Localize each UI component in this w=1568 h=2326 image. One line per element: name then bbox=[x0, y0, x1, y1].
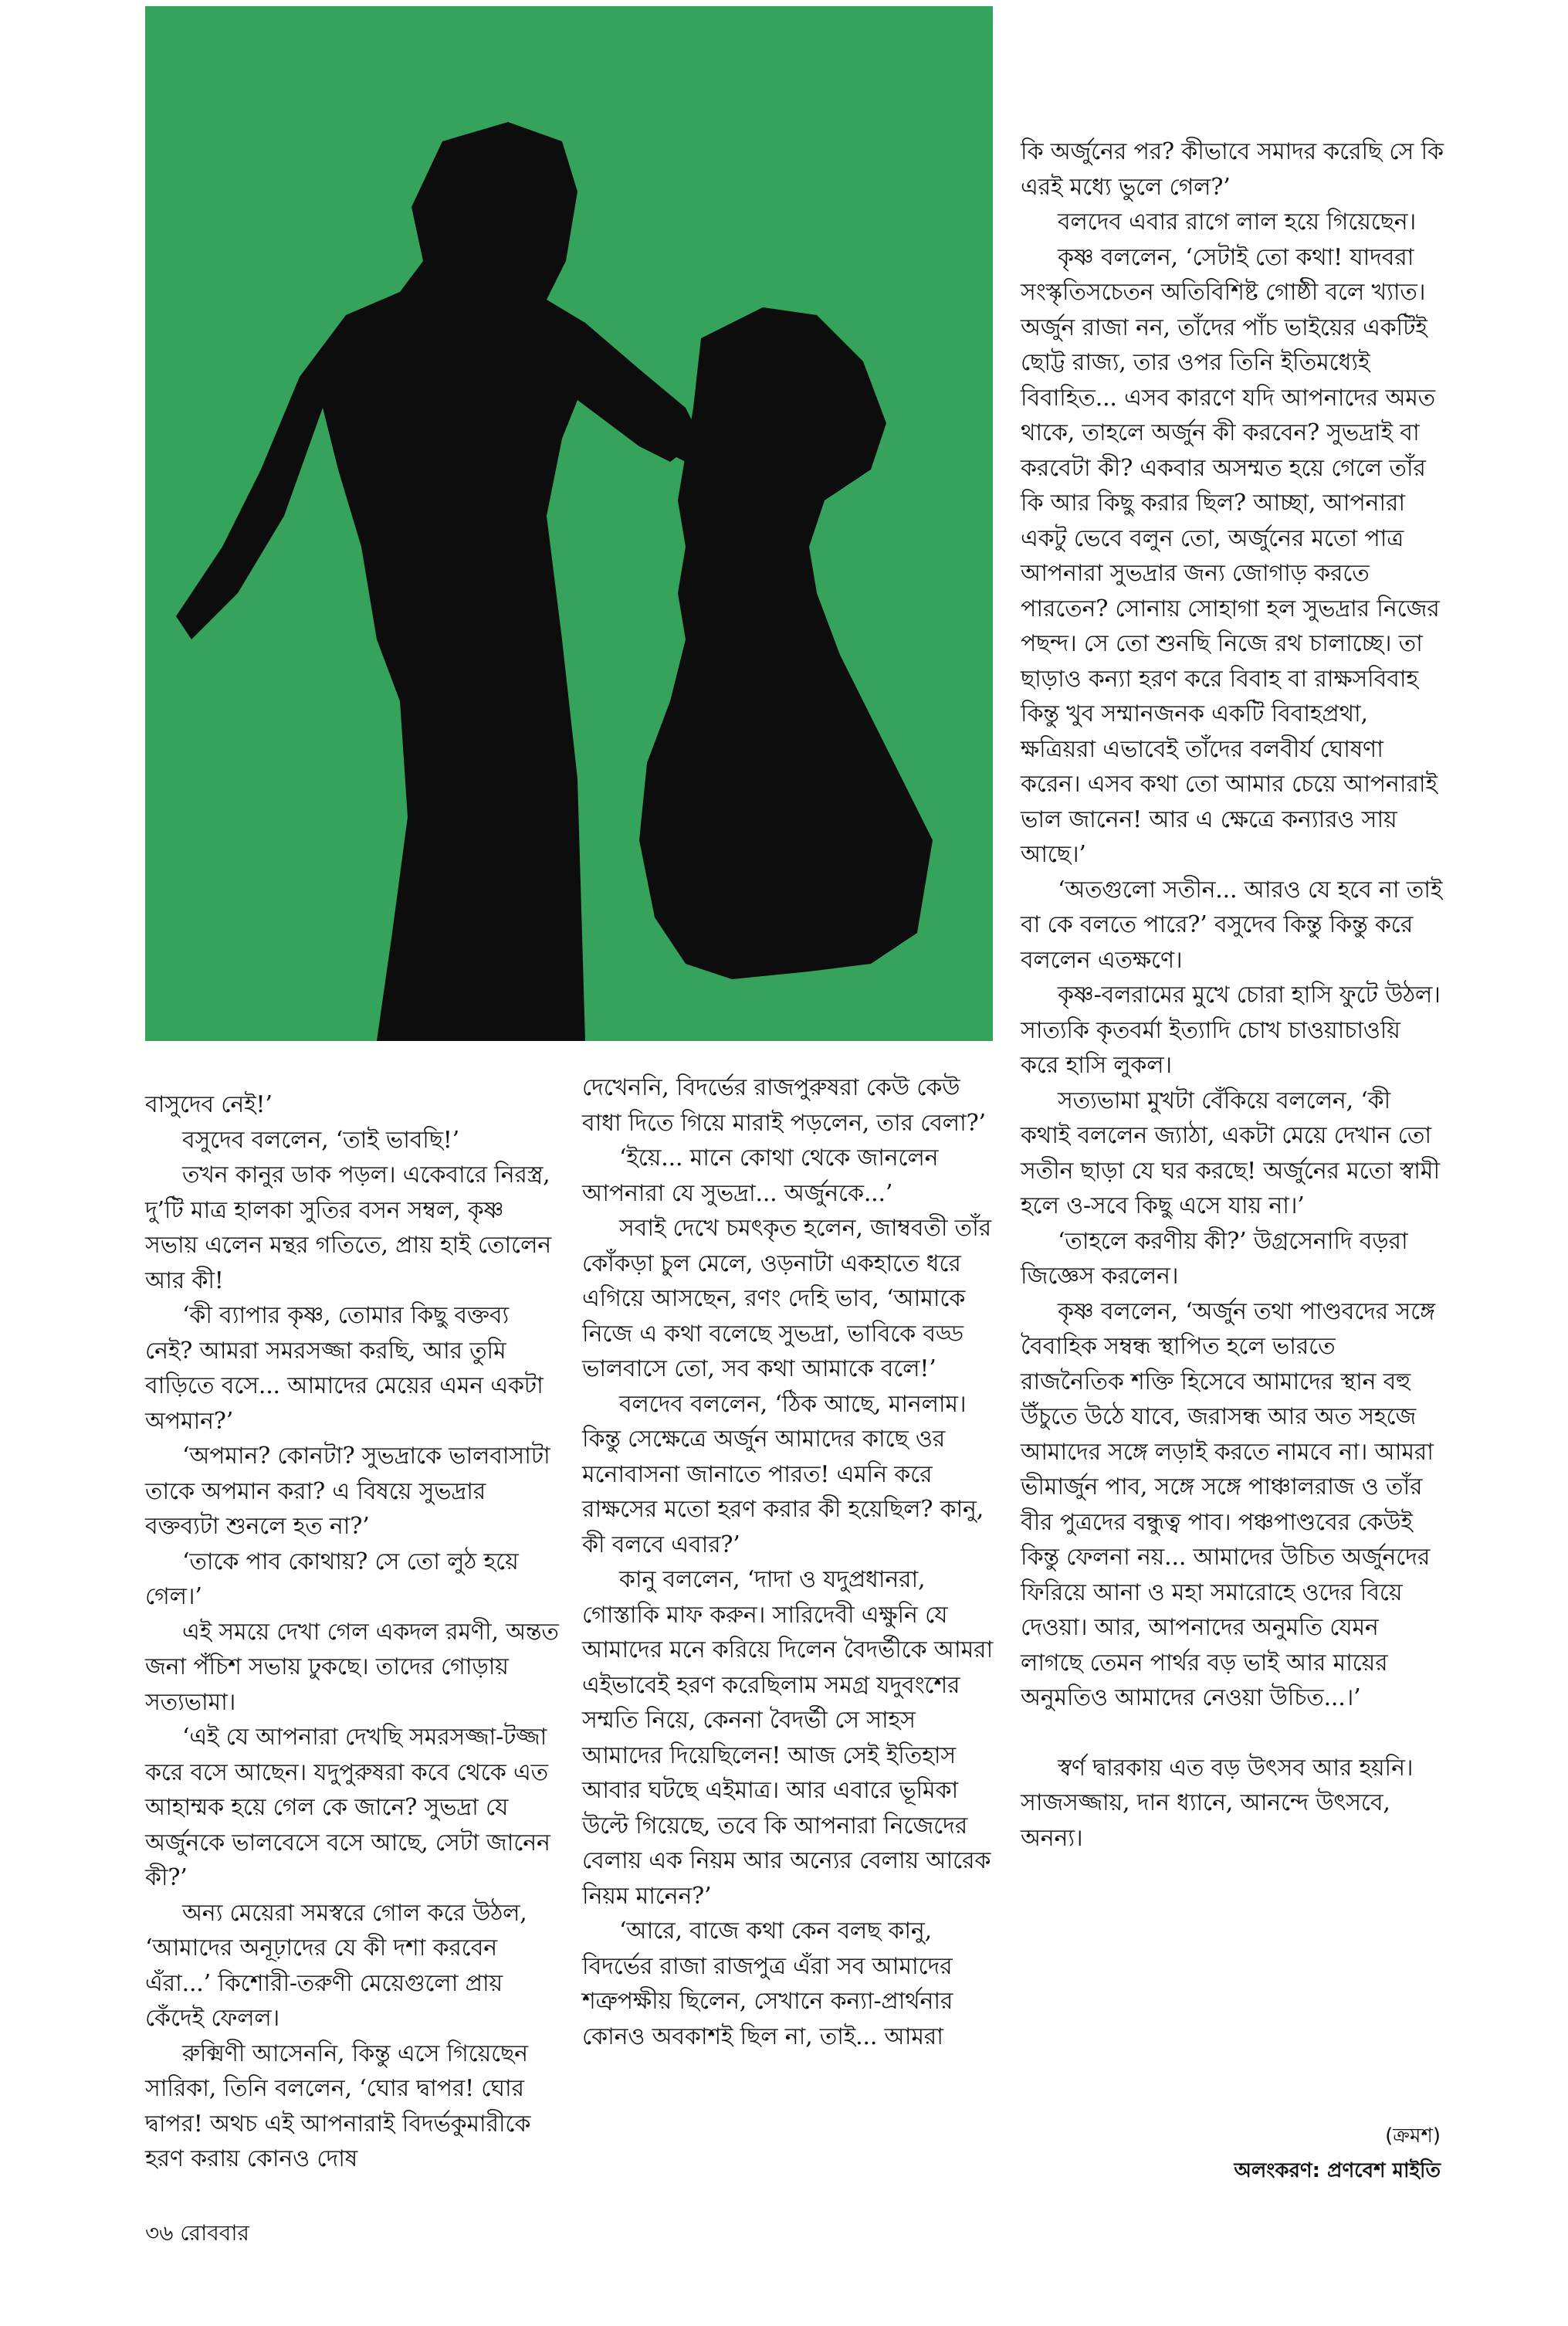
to-be-continued: (ক্রমশ) bbox=[1385, 2124, 1441, 2148]
paragraph: ‘অপমান? কোনটা? সুভদ্রাকে ভালবাসাটা তাকে অপমান করা? এ বিষয়ে সুভদ্রার বক্তব্যটা শুনলে হত না?’ bbox=[145, 1443, 550, 1540]
paragraph: কি অর্জুনের পর? কীভাবে সমাদর করেছি সে কি এরই মধ্যে ভুলে গেল?’ bbox=[1021, 138, 1444, 201]
paragraph: বলদেব এবার রাগে লাল হয়ে গিয়েছেন। bbox=[1058, 209, 1417, 236]
illustration-credit: অলংকরণ: প্রণবেশ মাইতি bbox=[1234, 2159, 1441, 2182]
paragraph: ‘তাহলে করণীয় কী?’ উগ্রসেনাদি বড়রা জিজ্ঞেস করলেন। bbox=[1021, 1227, 1408, 1290]
paragraph: কৃষ্ণ বললেন, ‘সেটাই তো কথা! যাদবরা সংস্কৃতিসচেতন অতিবিশিষ্ট গোষ্ঠী বলে খ্যাত। অর্জুন রাজা নন, তাঁদের পাঁচ ভাইয়ের একটিই ছোট্ট রাজ্য, তার ওপর তিনি ইতিমধ্যেই বিবাহিত... এসব কারণে যদি আপনাদের অমত থাকে, তাহলে অর্জুন কী করবেন? সুভদ্রাই বা করবেটা কী? একবার অসম্মত হয়ে গেলে তাঁর কি আর কিছু করার ছিল? আচ্ছা, আপনারা একটু ভেবে বলুন তো, অর্জুনের মতো পাত্র আপনারা সুভদ্রার জন্য জোগাড় করতে পারতেন? সোনায় সোহাগা হল সুভদ্রার নিজের পছন্দ। সে তো শুনছি নিজে রথ চালাচ্ছে। তা ছাড়াও কন্যা হরণ করে বিবাহ বা রাক্ষসবিবাহ কিন্তু খুব সম্মানজনক একটি বিবাহপ্রথা, ক্ষত্রিয়রা এভাবেই তাঁদের বলবীর্য ঘোষণা করেন। এসব কথা তো আমার চেয়ে আপনারাই ভাল জানেন! আর এ ক্ষেত্রে কন্যারও সায় আছে।’ bbox=[1021, 243, 1440, 868]
paragraph: ‘ইয়ে... মানে কোথা থেকে জানলেন আপনারা যে সুভদ্রা... অর্জুনকে...’ bbox=[582, 1144, 939, 1207]
paragraph: বাসুদেব নেই!’ bbox=[145, 1091, 273, 1118]
paragraph: স্বর্ণ দ্বারকায় এত বড় উৎসব আর হয়নি। সাজসজ্জায়, দান ধ্যানে, আনন্দে উৎসবে, অনন্য। bbox=[1021, 1754, 1414, 1852]
paper-cutout-silhouette-illustration bbox=[145, 6, 993, 1041]
paragraph: কৃষ্ণ বললেন, ‘অর্জুন তথা পাণ্ডবদের সঙ্গে বৈবাহিক সম্বন্ধ স্থাপিত হলে ভারতে রাজনৈতিক শক্তি হিসেবে আমাদের স্থান বহু উঁচুতে উঠে যাবে, জরাসন্ধ আর অত সহজে আমাদের সঙ্গে লড়াই করতে নামবে না। আমরা ভীমার্জুন পাব, সঙ্গে সঙ্গে পাঞ্চালরাজ ও তাঁর বীর পুত্রদের বন্ধুত্ব পাব। পঞ্চপাণ্ডবের কেউই কিন্তু ফেলনা নয়... আমাদের উচিত অর্জুনদের ফিরিয়ে আনা ও মহা সমারোহে ওদের বিয়ে দেওয়া। আর, আপনাদের অনুমতি যেমন লাগছে তেমন পার্থর বড় ভাই আর মায়ের অনুমতিও আমাদের নেওয়া উচিত...।’ bbox=[1021, 1297, 1435, 1711]
paragraph: রুক্মিণী আসেননি, কিন্তু এসে গিয়েছেন সারিকা, তিনি বললেন, ‘ঘোর দ্বাপর! ঘোর দ্বাপর! অথচ এই আপনারাই বিদর্ভকুমারীকে হরণ করায় কোনও দোষ bbox=[145, 2039, 531, 2172]
paragraph: বসুদেব বললেন, ‘তাই ভাবছি!’ bbox=[182, 1126, 459, 1154]
page-footer: ৩৬ রোববার bbox=[145, 2220, 249, 2246]
text-column-right bbox=[1021, 134, 1444, 1856]
paragraph: ‘আরে, বাজে কথা কেন বলছ কানু, বিদর্ভের রাজা রাজপুত্র এঁরা সব আমাদের শত্রুপক্ষীয় ছিলেন, সেখানে কন্যা-প্রার্থনার কোনও অবকাশই ছিল না, তাই... আমরা bbox=[582, 1917, 953, 2050]
text-column-middle bbox=[582, 1070, 999, 2054]
paragraph: বলদেব বললেন, ‘ঠিক আছে, মানলাম। কিন্তু সেক্ষেত্রে অর্জুন আমাদের কাছে ওর মনোবাসনা জানাতে পারত! এমনি করে রাক্ষসের মতো হরণ করার কী হয়েছিল? কানু, কী বলবে এবার?’ bbox=[582, 1390, 984, 1558]
paragraph: তখন কানুর ডাক পড়ল। একেবারে নিরস্ত্র, দু’টি মাত্র হালকা সুতির বসন সম্বল, কৃষ্ণ সভায় এলেন মন্থর গতিতে, প্রায় হাই তোলেন আর কী! bbox=[145, 1161, 551, 1294]
paragraph: সবাই দেখে চমৎকৃত হলেন, জাম্ববতী তাঁর কোঁকড়া চুল মেলে, ওড়নাটা একহাতে ধরে এগিয়ে আসছেন, রণং দেহি ভাব, ‘আমাকে নিজে এ কথা বলেছে সুভদ্রা, ভাবিকে বড্ড ভালবাসে তো, সব কথা আমাকে বলে!’ bbox=[582, 1215, 991, 1382]
paragraph: ‘এই যে আপনারা দেখছি সমরসজ্জা-টজ্জা করে বসে আছেন। যদুপুরুষরা কবে থেকে এত আহাম্মক হয়ে গেল কে জানে? সুভদ্রা যে অর্জুনকে ভালবেসে বসে আছে, সেটা জানেন কী?’ bbox=[145, 1724, 550, 1891]
paragraph: অন্য মেয়েরা সমস্বরে গোল করে উঠল, ‘আমাদের অনূঢ়াদের যে কী দশা করবেন এঁরা...’ কিশোরী-তরুণী মেয়েগুলো প্রায় কেঁদেই ফেলল। bbox=[145, 1899, 527, 2032]
paragraph: কৃষ্ণ-বলরামের মুখে চোরা হাসি ফুটে উঠল। সাত্যকি কৃতবর্মা ইত্যাদি চোখ চাওয়াচাওয়ি করে হাসি লুকল। bbox=[1021, 982, 1441, 1079]
paragraph: কানু বললেন, ‘দাদা ও যদুপ্রধানরা, গোস্তাকি মাফ করুন। সারিদেবী এক্ষুনি যে আমাদের মনে করিয়ে দিলেন বৈদর্ভীকে আমরা এইভাবেই হরণ করেছিলাম সমগ্র যদুবংশের সম্মতি নিয়ে, কেননা বৈদর্ভী সে সাহস আমাদের দিয়েছিলেন! আজ সেই ইতিহাস আবার ঘটছে এইমাত্র। আর এবারে ভূমিকা উল্টে গিয়েছে, তবে কি আপনারা নিজেদের বেলায় এক নিয়ম আর অন্যের বেলায় আরেক নিয়ম মানেন?’ bbox=[582, 1566, 994, 1910]
paragraph: ‘অতগুলো সতীন... আরও যে হবে না তাই বা কে বলতে পারে?’ বসুদেব কিন্তু কিন্তু করে বললেন এতক্ষণে। bbox=[1021, 876, 1443, 974]
paragraph: ‘কী ব্যাপার কৃষ্ণ, তোমার কিছু বক্তব্য নেই? আমরা সমরসজ্জা করছি, আর তুমি বাড়িতে বসে... আমাদের মেয়ের এমন একটা অপমান?’ bbox=[145, 1302, 544, 1435]
text-column-left bbox=[145, 1087, 562, 2177]
paragraph: সত্যভামা মুখটা বেঁকিয়ে বললেন, ‘কী কথাই বললেন জ্যাঠা, একটা মেয়ে দেখান তো সতীন ছাড়া যে ঘর করছে! অর্জুনের মতো স্বামী হলে ও-সবে কিছু এসে যায় না।’ bbox=[1021, 1087, 1440, 1219]
paragraph: ‘তাকে পাব কোথায়? সে তো লুঠ হয়ে গেল।’ bbox=[145, 1548, 519, 1610]
story-illustration bbox=[145, 6, 993, 1041]
paragraph: এই সময়ে দেখা গেল একদল রমণী, অন্তত জনা পঁচিশ সভায় ঢুকছে। তাদের গোড়ায় সত্যভামা। bbox=[145, 1618, 559, 1716]
paragraph: দেখেননি, বিদর্ভের রাজপুরুষরা কেউ কেউ বাধা দিতে গিয়ে মারাই পড়লেন, তার বেলা?’ bbox=[582, 1074, 986, 1137]
